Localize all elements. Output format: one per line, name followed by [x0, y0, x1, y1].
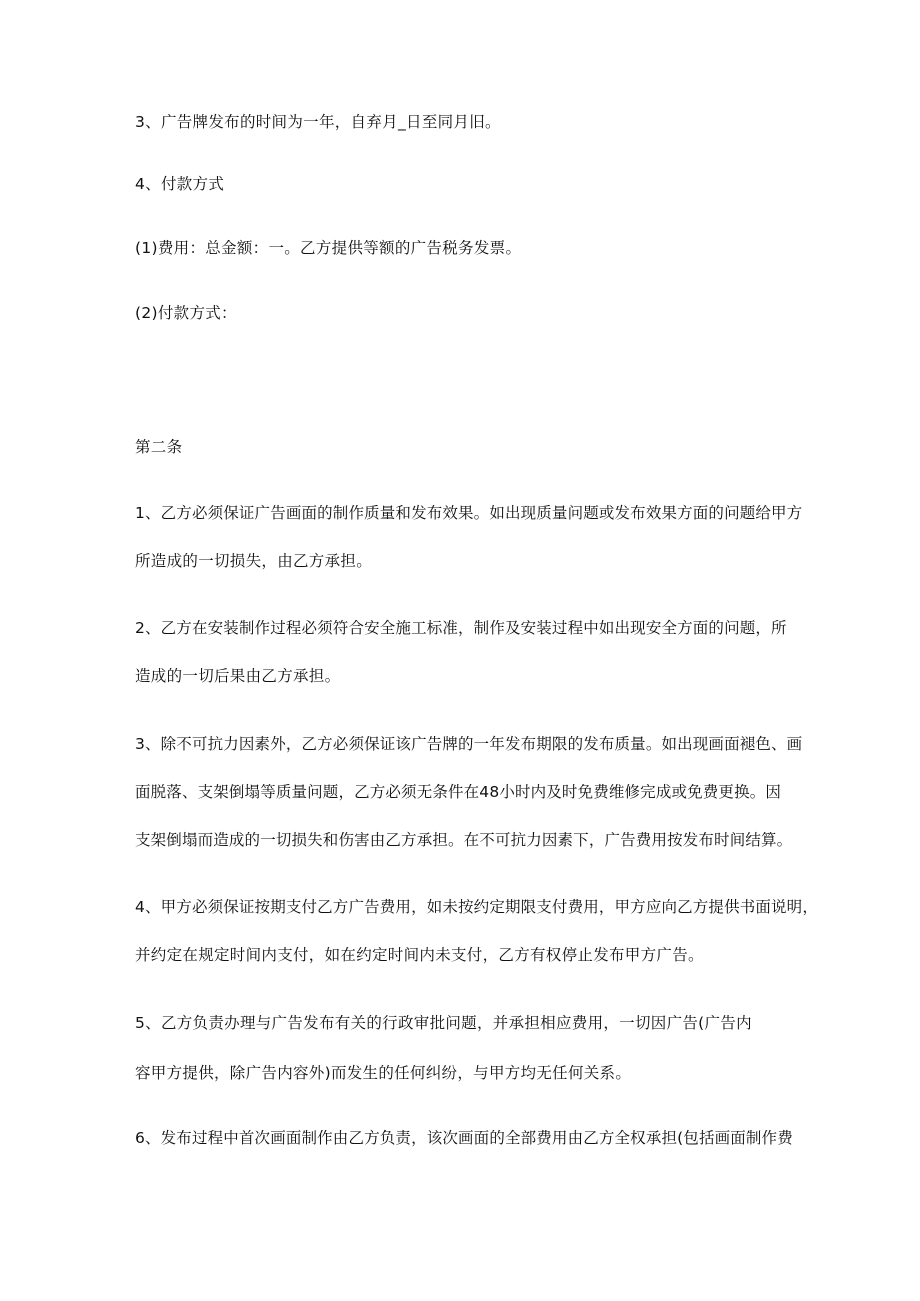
article-2-item-4-line-2: 并约定在规定时间内支付，如在约定时间内未支付，乙方有权停止发布甲方广告。 — [135, 946, 704, 964]
article-2-item-4-line-1: 4、甲方必须保证按期支付乙方广告费用，如未按约定期限支付费用，甲方应向乙方提供书面说明， — [135, 898, 818, 916]
article-2-heading: 第二条 — [135, 438, 183, 456]
article-2-item-5-line-2: 容甲方提供，除广告内容外)而发生的任何纠纷，与甲方均无任何关系。 — [135, 1064, 632, 1082]
article-2-item-3-line-3: 支架倒塌而造成的一切损失和伤害由乙方承担。在不可抗力因素下，广告费用按发布时间结算。 — [135, 831, 793, 849]
clause-4-payment-heading: 4、付款方式 — [135, 175, 225, 193]
article-2-item-1-line-1: 1、乙方必须保证广告画面的制作质量和发布效果。如出现质量问题或发布效果方面的问题给甲方 — [135, 504, 803, 522]
payment-fee-line: (1)费用：总金额：一。乙方提供等额的广告税务发票。 — [135, 239, 522, 257]
article-2-item-6-line-1: 6、发布过程中首次画面制作由乙方负责，该次画面的全部费用由乙方全权承担(包括画面制作费 — [135, 1129, 793, 1147]
article-2-item-3-line-1: 3、除不可抗力因素外，乙方必须保证该广告牌的一年发布期限的发布质量。如出现画面褪色、画 — [135, 735, 803, 753]
article-2-item-5-line-1: 5、乙方负责办理与广告发布有关的行政审批问题，并承担相应费用，一切因广告(广告内 — [135, 1014, 752, 1032]
clause-3-publish-period: 3、广告牌发布的时间为一年，自弃月_日至同月旧。 — [135, 113, 501, 131]
article-2-item-1-line-2: 所造成的一切损失，由乙方承担。 — [135, 552, 373, 570]
article-2-item-3-line-2: 面脱落、支架倒塌等质量问题，乙方必须无条件在48小时内及时免费维修完成或免费更换。因 — [135, 783, 782, 801]
article-2-item-2-line-1: 2、乙方在安装制作过程必须符合安全施工标准，制作及安装过程中如出现安全方面的问题，所 — [135, 619, 787, 637]
article-2-item-2-line-2: 造成的一切后果由乙方承担。 — [135, 667, 341, 685]
payment-method-line: (2)付款方式： — [135, 304, 237, 322]
